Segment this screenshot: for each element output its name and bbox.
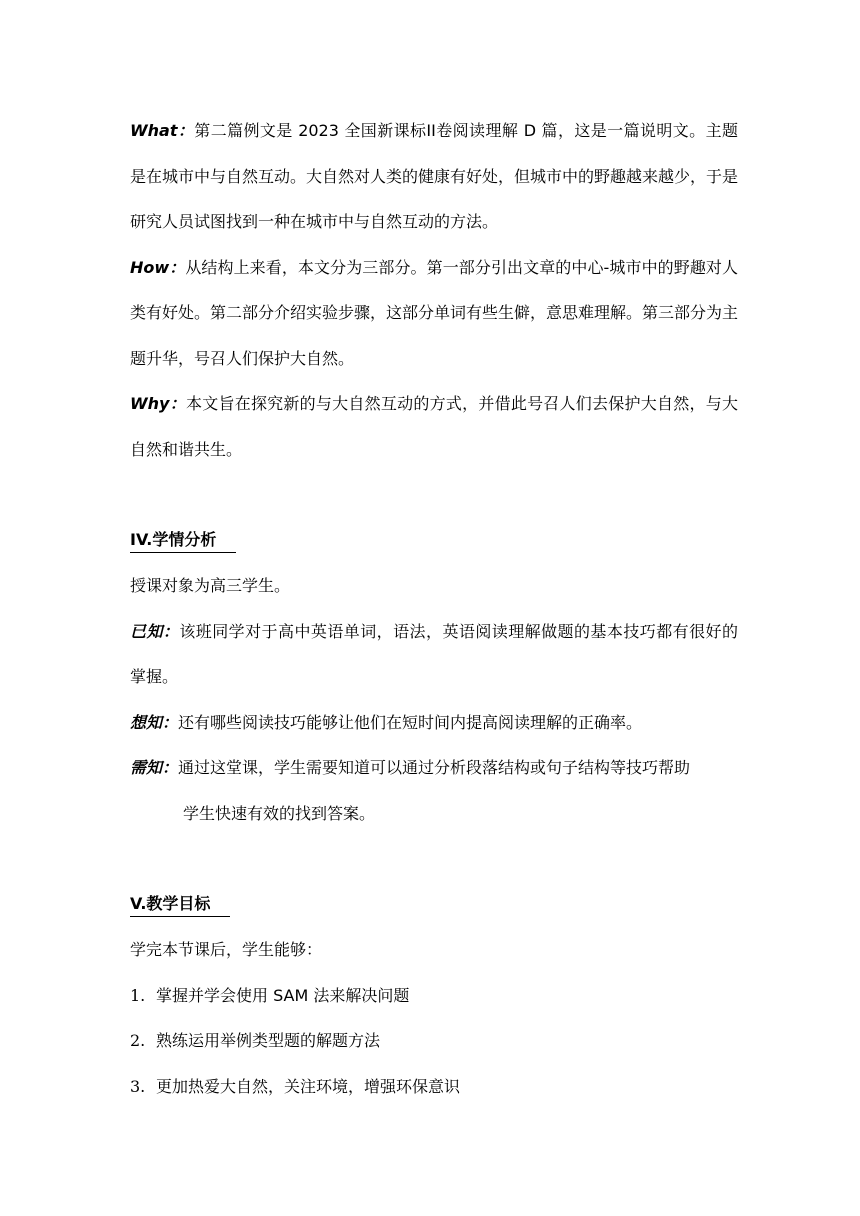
list-item-number: 2. — [130, 1031, 146, 1050]
what-label: What： — [130, 121, 195, 140]
section-5-heading-wrap — [130, 892, 738, 917]
why-text: 本文旨在探究新的与大自然互动的方式，并借此号召人们去保护大自然，与大自然和谐共生。 — [130, 394, 738, 459]
why-label: Why： — [130, 394, 186, 413]
section-4-intro: 授课对象为高三学生。 — [130, 576, 291, 595]
list-item-text: 熟练运用举例类型题的解题方法 — [156, 1031, 381, 1050]
list-item — [130, 1064, 738, 1110]
what-text: 第二篇例文是 2023 全国新课标II卷阅读理解 D 篇，这是一篇说明文。主题是在城市中与自然互动。大自然对人类的健康有好处，但城市中的野趣越来越少，于是研究人员试图找到一种在城市中与自然互动的方法。 — [130, 121, 739, 231]
why-paragraph — [130, 381, 738, 472]
need-text-line-2: 学生快速有效的找到答案。 — [183, 803, 376, 823]
section-4-heading-wrap — [130, 528, 738, 553]
want-label: 想知： — [130, 712, 179, 732]
what-paragraph — [130, 108, 738, 245]
list-item-text: 更加热爱大自然，关注环境，增强环保意识 — [156, 1076, 461, 1096]
section-5-heading: V.教学目标 — [130, 892, 230, 917]
how-label: How： — [130, 257, 186, 277]
need-text-line-1: 通过这堂课，学生需要知道可以通过分析段落结构或句子结构等技巧帮助 — [178, 758, 691, 777]
want-paragraph — [130, 700, 738, 746]
document-page — [130, 108, 738, 1109]
known-text: 该班同学对于高中英语单词，语法，英语阅读理解做题的基本技巧都有很好的掌握。 — [130, 621, 738, 686]
known-label: 已知： — [130, 621, 180, 641]
need-label: 需知： — [130, 758, 179, 777]
known-paragraph — [130, 609, 738, 700]
list-item-number: 3. — [130, 1076, 146, 1096]
section-4-heading: IV.学情分析 — [130, 528, 236, 553]
need-paragraph — [130, 745, 738, 791]
want-text: 还有哪些阅读技巧能够让他们在短时间内提高阅读理解的正确率。 — [178, 712, 643, 732]
list-item-number: 1. — [130, 985, 146, 1005]
section-5-intro: 学完本节课后，学生能够： — [130, 940, 323, 959]
list-item — [130, 1018, 738, 1064]
list-item-text: 掌握并学会使用 SAM 法来解决问题 — [156, 985, 410, 1005]
list-item — [130, 973, 738, 1019]
how-text: 从结构上来看，本文分为三部分。第一部分引出文章的中心-城市中的野趣对人类有好处。第二部分介绍实验步骤，这部分单词有些生僻，意思难理解。第三部分为主题升华，号召人们保护大自然。 — [130, 257, 739, 368]
how-paragraph — [130, 245, 738, 382]
